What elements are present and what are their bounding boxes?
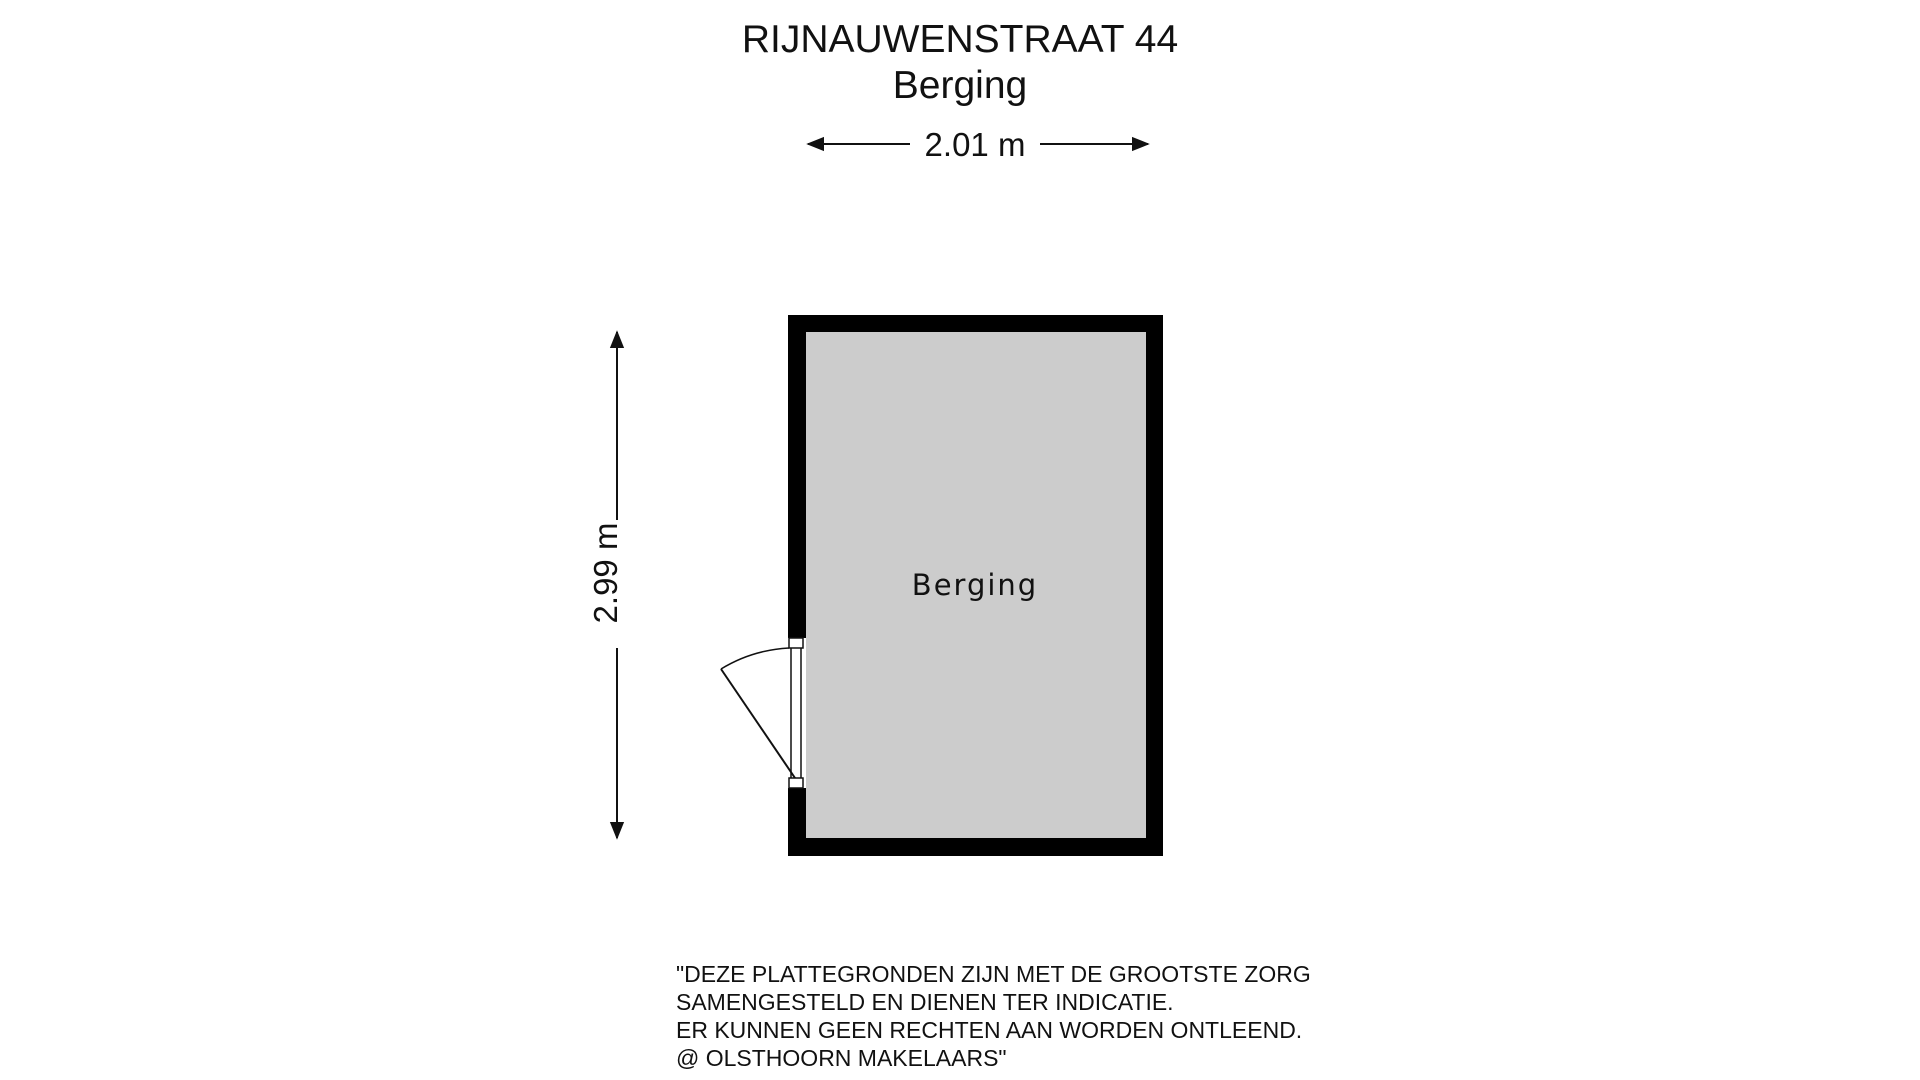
door-jamb-top [789, 638, 803, 648]
disclaimer-line: "DEZE PLATTEGRONDEN ZIJN MET DE GROOTSTE ZORG [676, 961, 1311, 987]
disclaimer-line: SAMENGESTELD EN DIENEN TER INDICATIE. [676, 989, 1174, 1015]
disclaimer-line: @ OLSTHOORN MAKELAARS" [676, 1045, 1007, 1071]
height-dimension-label: 2.99 m [587, 522, 624, 624]
height-dimension [587, 332, 624, 838]
plan-title: RIJNAUWENSTRAAT 44 [741, 18, 1179, 61]
door-swing-arc [721, 648, 789, 669]
disclaimer-line: ER KUNNEN GEEN RECHTEN AAN WORDEN ONTLEEND. [676, 1017, 1303, 1043]
plan-subtitle: Berging [892, 64, 1028, 107]
room-label: Berging [911, 568, 1039, 602]
door-leaf [721, 669, 795, 778]
door [721, 638, 806, 788]
door-jamb-bottom [789, 778, 803, 788]
width-dimension-label: 2.01 m [924, 126, 1026, 163]
width-dimension [808, 126, 1148, 163]
disclaimer [676, 960, 1436, 1072]
